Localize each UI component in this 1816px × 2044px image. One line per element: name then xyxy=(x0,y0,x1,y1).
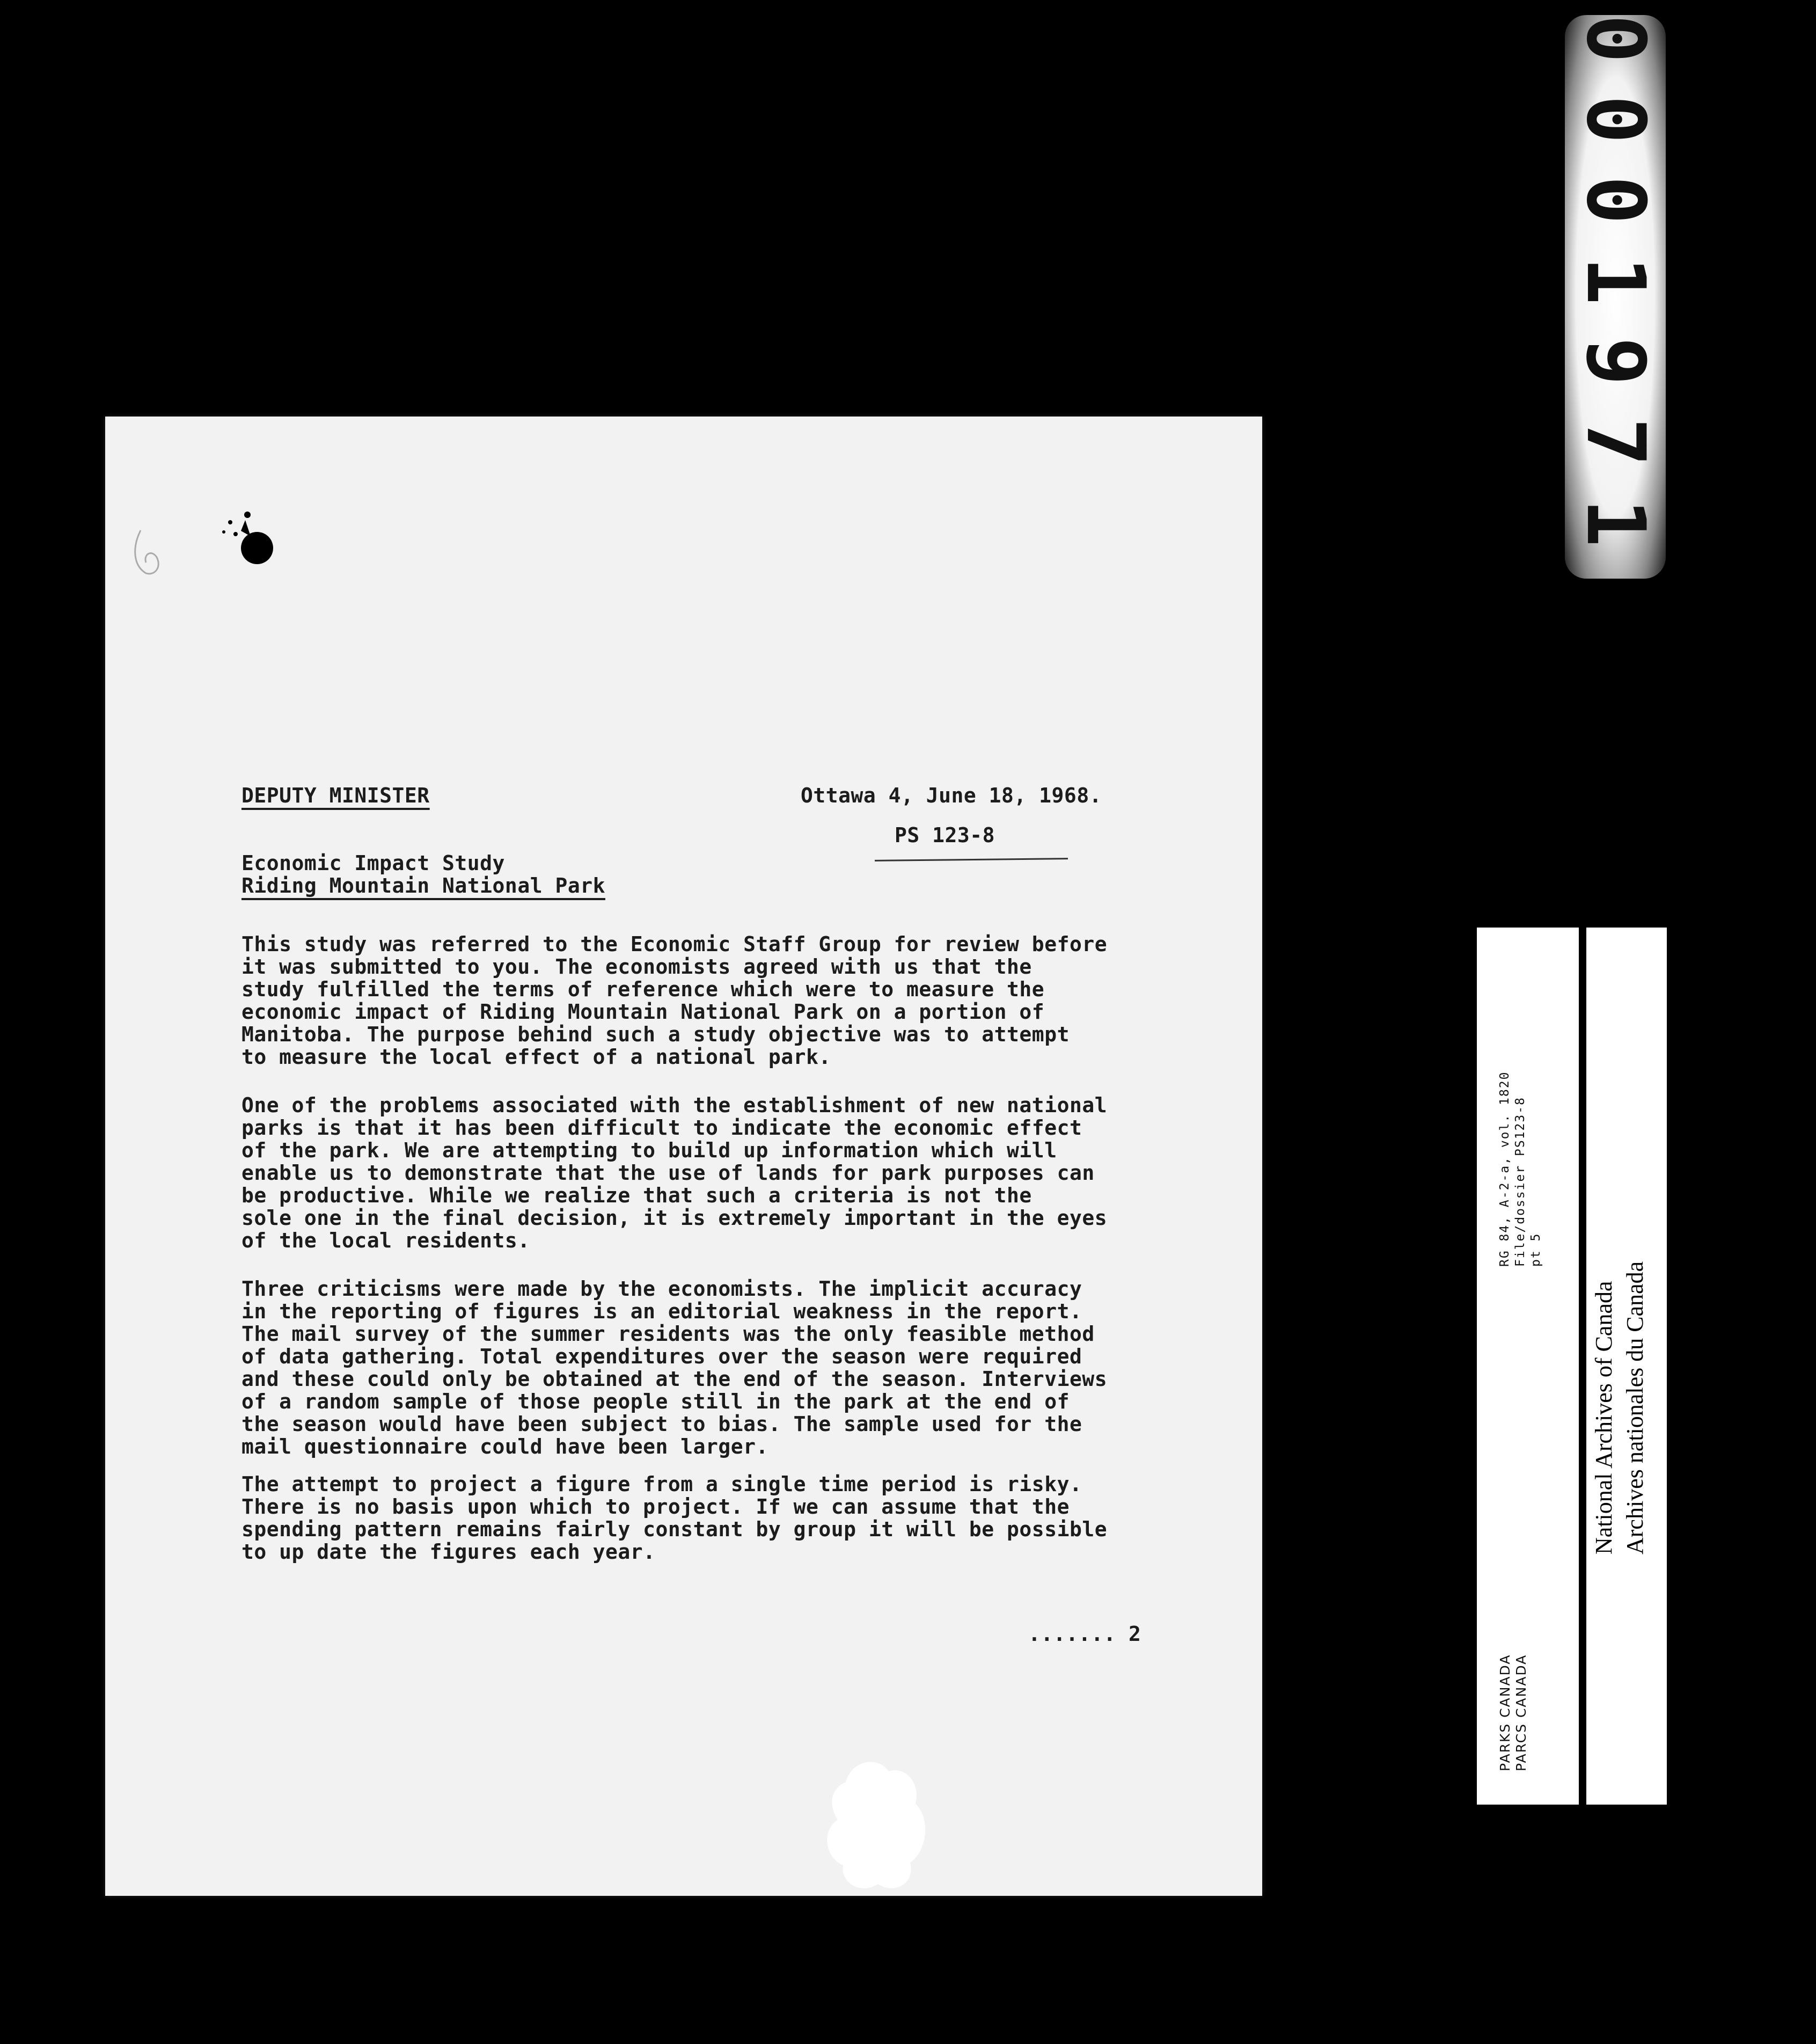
place-date-line: Ottawa 4, June 18, 1968. xyxy=(801,784,1102,807)
body-paragraph-2: One of the problems associated with the establishment of new national parks is that it has been difficult to indicate the economic effect of the park. We are attempting to build up information which will enable us to demonstrate that the use of lands for park purposes can be productive. While we realize that such a criteria is not the sole one in the final decision, it is extremely important in the eyes of the local residents. xyxy=(241,1093,1108,1252)
agency-name-en: PARKS CANADA xyxy=(1497,1654,1513,1771)
body-paragraph-1: This study was referred to the Economic Staff Group for review before it was submitted to you. The economists agreed with us that the study fulfilled the terms of reference which were to measure the economic impact of Riding Mountain National Park on a portion of Manitoba. The purpose behind such a study objective was to attempt to measure the local effect of a national park. xyxy=(241,932,1108,1069)
national-archives-en: National Archives of Canada xyxy=(1591,1281,1617,1554)
pencil-annotation-mark xyxy=(130,525,167,579)
page-continuation-marker: ....... 2 xyxy=(1028,1622,1141,1646)
document-page xyxy=(105,417,1262,1896)
subject-line-2: Riding Mountain National Park xyxy=(241,874,605,897)
national-archives-block xyxy=(1588,1261,1651,1554)
archive-ref-line-3: pt 5 xyxy=(1529,1232,1543,1267)
archive-ref-line-2: File/dossier PS123-8 xyxy=(1513,1097,1527,1267)
archive-ref-line-1: RG 84, A-2-a, vol. 1820 xyxy=(1498,1071,1512,1267)
national-archives-fr: Archives nationales du Canada xyxy=(1622,1261,1648,1554)
frame-number-strip xyxy=(1565,15,1666,579)
file-reference: PS 123-8 xyxy=(895,823,995,847)
agency-name-fr: PARCS CANADA xyxy=(1513,1654,1529,1771)
paper-damage-mark xyxy=(814,1750,942,1900)
ink-blot-mark xyxy=(219,504,273,568)
archive-label-divider xyxy=(1579,928,1586,1805)
agency-name-block xyxy=(1497,1654,1529,1771)
body-paragraph-4: The attempt to project a figure from a single time period is risky. There is no basis upon which to project. If we can assume that the spending pattern remains fairly constant by group it will be possible to up date the figures each year. xyxy=(241,1472,1108,1564)
frame-number-text: 0001971 xyxy=(1569,14,1662,580)
file-reference-underline xyxy=(875,858,1068,862)
subject-line-1: Economic Impact Study xyxy=(241,851,505,875)
addressee-heading: DEPUTY MINISTER xyxy=(241,784,430,807)
body-paragraph-3: Three criticisms were made by the economists. The implicit accuracy in the reporting of figures is an editorial weakness in the report. The mail survey of the summer residents was the only feasible method of data gathering. Total expenditures over the season were required and these could only be obtained at the end of the season. Interviews of a random sample of those people still in the park at the end of the season would have been subject to bias. The sample used for the mail questionnaire could have been larger. xyxy=(241,1277,1108,1458)
frame-number-digits xyxy=(1565,15,1666,579)
archive-reference-block xyxy=(1497,1071,1544,1267)
